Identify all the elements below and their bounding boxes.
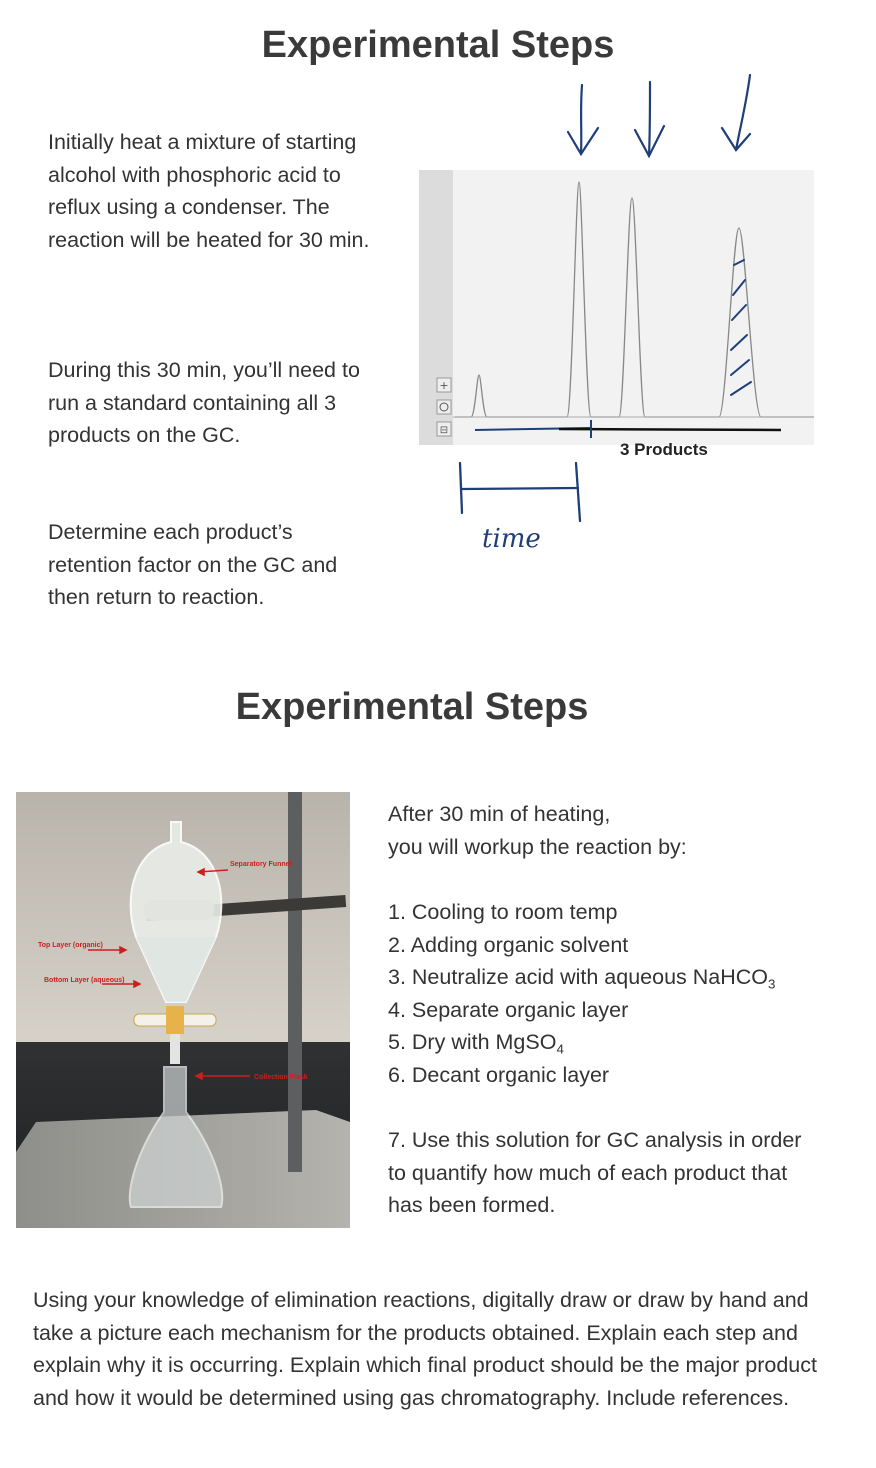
svg-text:⊟: ⊟ — [439, 425, 449, 436]
label-bottom-layer: Bottom Layer (aqueous) — [44, 977, 125, 984]
gc-chromatogram — [419, 170, 814, 445]
workup-steps — [388, 896, 775, 1091]
handwritten-arrows — [560, 70, 770, 165]
label-flask: Collection Flask — [254, 1074, 308, 1081]
standard-paragraph: During this 30 min, you’ll need to run a standard containing all 3 products on the GC. — [48, 358, 360, 447]
workup-intro: After 30 min of heating, you will workup the reaction by: — [388, 802, 687, 859]
label-funnel: Separatory Funnel — [230, 861, 292, 868]
list-item: 5. Dry with MgSO$_4$ — [388, 1030, 564, 1057]
label-top-layer: Top Layer (organic) — [38, 942, 103, 949]
list-item: 3. Neutralize acid with aqueous NaHCO$_3$ — [388, 965, 776, 992]
zoom-in-icon[interactable] — [437, 378, 451, 392]
list-item: 4. Separate organic layer — [388, 997, 629, 1022]
zoom-out-icon[interactable] — [437, 400, 451, 414]
assignment-text: Using your knowledge of elimination reactions, digitally draw or draw by hand and take a picture each mechanism for the products obtained. Explain each step and explain why it is occurring. Explain which final product should be the major product and how it would be determined using gas chromatography. Include references. — [33, 1288, 817, 1410]
time-label: time — [482, 524, 541, 554]
separatory-funnel-photo — [16, 792, 350, 1228]
slide-title-2: Experimental Steps — [235, 686, 589, 728]
gc-analysis-step: 7. Use this solution for GC analysis in order to quantify how much of each product that has been formed. — [388, 1128, 802, 1217]
time-annotation — [452, 455, 592, 555]
slide-title-1: Experimental Steps — [261, 24, 615, 66]
intro-paragraph: Initially heat a mixture of starting alcohol with phosphoric acid to reflux using a condenser. The reaction will be heated for 30 min. — [48, 130, 370, 252]
list-item: 6. Decant organic layer — [388, 1062, 610, 1087]
products-label: 3 Products — [620, 440, 708, 459]
list-item: 1. Cooling to room temp — [388, 900, 618, 924]
zoom-reset-icon[interactable] — [437, 422, 451, 436]
svg-text:+: + — [439, 379, 449, 392]
list-item: 2. Adding organic solvent — [388, 932, 629, 957]
retention-paragraph: Determine each product’s retention factor on the GC and then return to reaction. — [48, 520, 338, 609]
